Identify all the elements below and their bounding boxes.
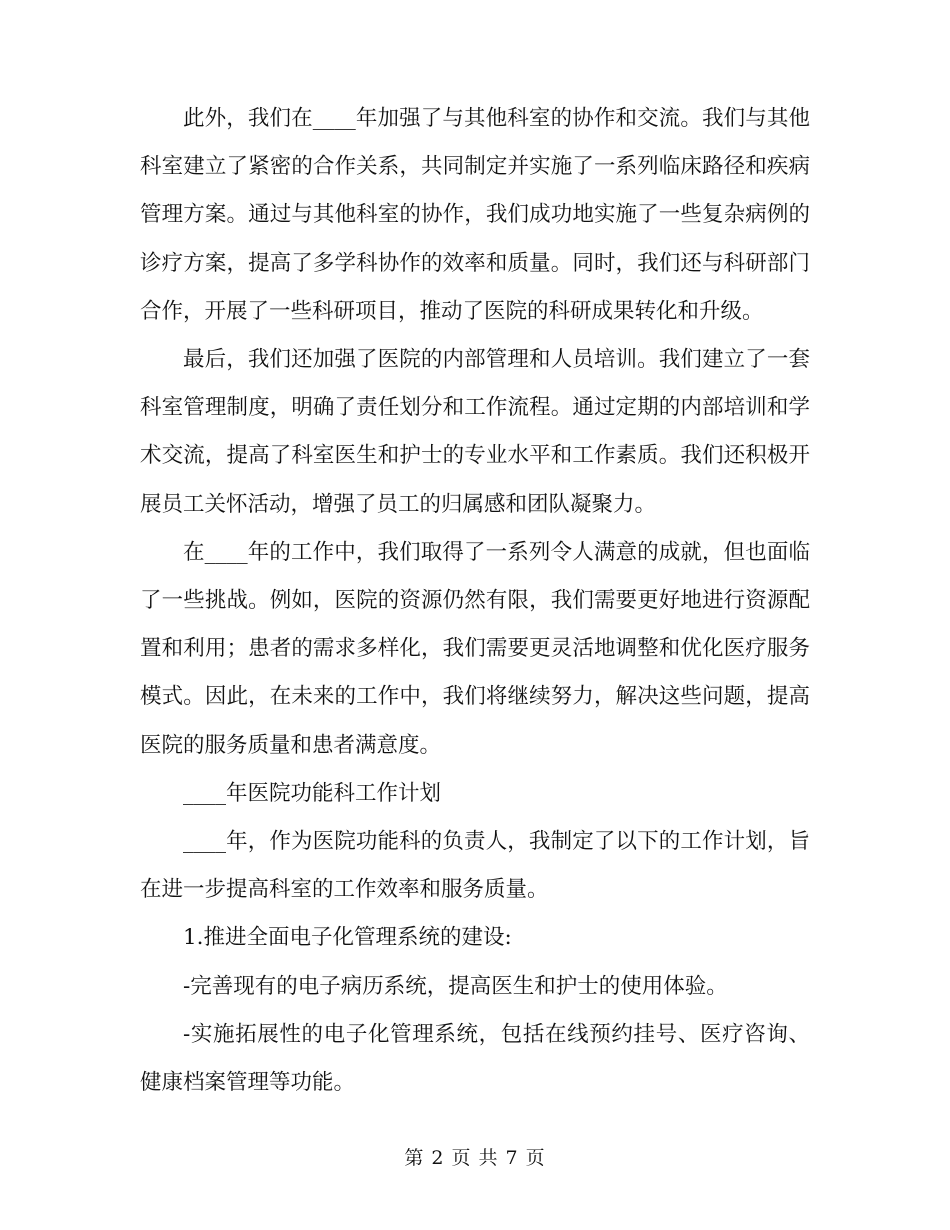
paragraph-management-training: 最后，我们还加强了医院的内部管理和人员培训。我们建立了一套科室管理制度，明确了责任划分和工作流程。通过定期的内部培训和学术交流，提高了科室医生和护士的专业水平和工作素质。我们还积极开展员工关怀活动，增强了员工的归属感和团队凝聚力。 <box>140 347 810 517</box>
list-subitem-extended-system: -实施拓展性的电子化管理系统，包括在线预约挂号、医疗咨询、健康档案管理等功能。 <box>140 1021 810 1096</box>
document-body <box>140 95 810 1107</box>
paragraph-collaboration: 此外，我们在____年加强了与其他科室的协作和交流。我们与其他科室建立了紧密的合作关系，共同制定并实施了一系列临床路径和疾病管理方案。通过与其他科室的协作，我们成功地实施了一些复杂病例的诊疗方案，提高了多学科协作的效率和质量。同时，我们还与科研部门合作，开展了一些科研项目，推动了医院的科研成果转化和升级。 <box>140 106 810 324</box>
paragraph-plan-intro: ____年，作为医院功能科的负责人，我制定了以下的工作计划，旨在进一步提高科室的工作效率和服务质量。 <box>140 829 810 903</box>
paragraph-achievements-challenges: 在____年的工作中，我们取得了一系列令人满意的成就，但也面临了一些挑战。例如，医院的资源仍然有限，我们需要更好地进行资源配置和利用；患者的需求多样化，我们需要更灵活地调整和优化医疗服务模式。因此，在未来的工作中，我们将继续努力，解决这些问题，提高医院的服务质量和患者满意度。 <box>140 539 810 758</box>
page-number-footer: 第 2 页 共 7 页 <box>404 1147 546 1169</box>
list-item-plan-1: 1.推进全面电子化管理系统的建设: <box>183 925 512 951</box>
section-heading-work-plan: ____年医院功能科工作计划 <box>183 780 442 806</box>
list-subitem-emr: -完善现有的电子病历系统，提高医生和护士的使用体验。 <box>183 973 728 999</box>
